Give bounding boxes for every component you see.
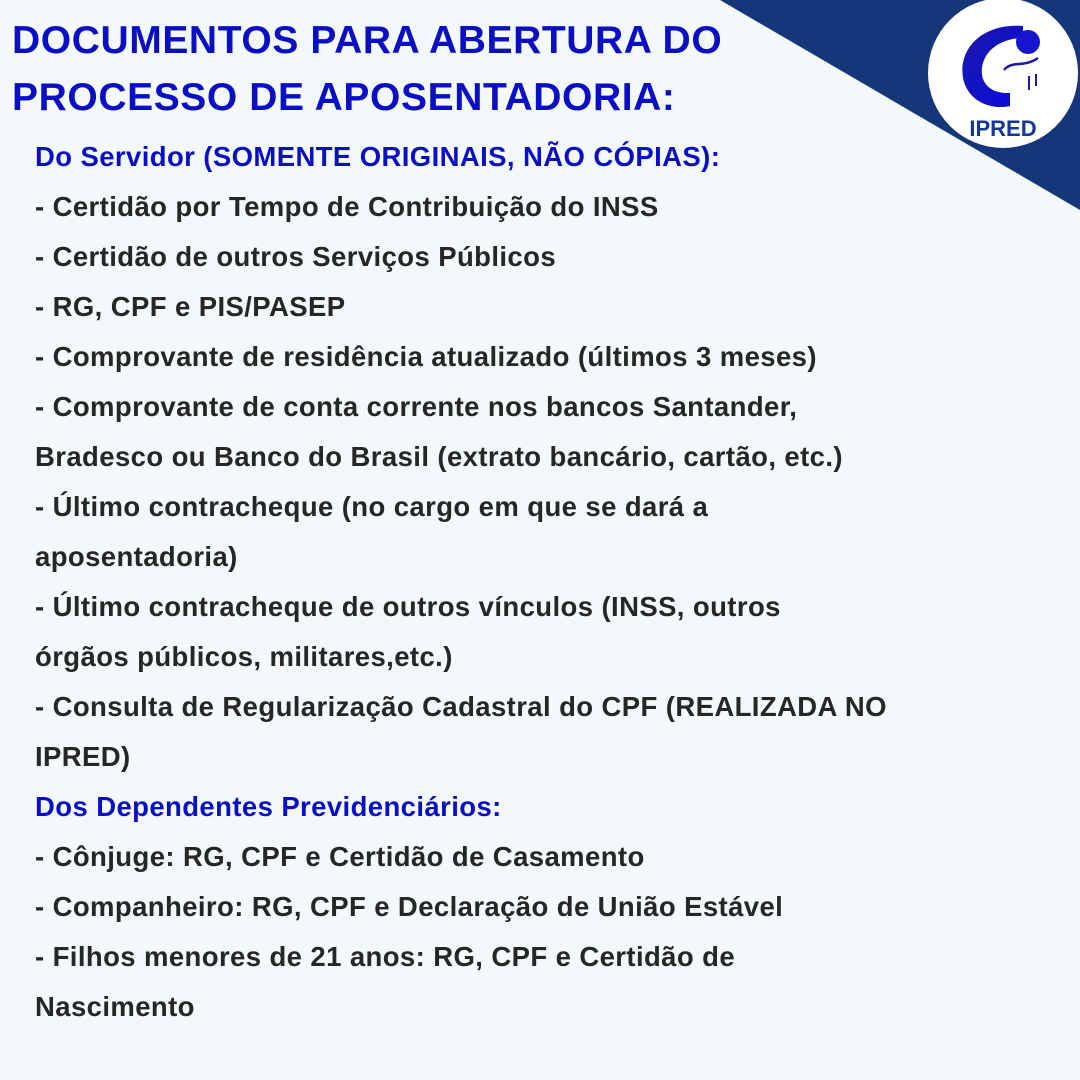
document-list: [35, 132, 887, 1032]
list-item: - Filhos menores de 21 anos: RG, CPF e Certidão de: [35, 941, 736, 972]
list-item: - Consulta de Regularização Cadastral do CPF (REALIZADA NO: [35, 691, 887, 722]
list-item: Bradesco ou Banco do Brasil (extrato bancário, cartão, etc.): [35, 441, 843, 472]
list-item: - RG, CPF e PIS/PASEP: [35, 291, 346, 322]
list-item: - Certidão de outros Serviços Públicos: [35, 241, 557, 272]
list-item: - Companheiro: RG, CPF e Declaração de União Estável: [35, 891, 784, 922]
section-heading: Dos Dependentes Previdenciários:: [35, 791, 502, 822]
list-item: - Comprovante de residência atualizado (últimos 3 meses): [35, 341, 817, 372]
page-title: [12, 12, 722, 126]
list-item: - Comprovante de conta corrente nos bancos Santander,: [35, 391, 798, 422]
list-item: - Último contracheque de outros vínculos (INSS, outros: [35, 591, 781, 622]
title-line: DOCUMENTOS PARA ABERTURA DO: [12, 19, 723, 62]
list-item: - Cônjuge: RG, CPF e Certidão de Casamento: [35, 841, 645, 872]
section-heading: Do Servidor (SOMENTE ORIGINAIS, NÃO CÓPIAS):: [35, 141, 721, 172]
title-line: PROCESSO DE APOSENTADORIA:: [12, 76, 676, 119]
list-item: Nascimento: [35, 991, 195, 1022]
list-item: órgãos públicos, militares,etc.): [35, 641, 453, 672]
ipred-logo: [928, 0, 1078, 148]
list-item: - Último contracheque (no cargo em que se dará a: [35, 491, 709, 522]
logo-text: IPRED: [969, 116, 1037, 141]
list-item: - Certidão por Tempo de Contribuição do INSS: [35, 191, 659, 222]
list-item: aposentadoria): [35, 541, 238, 572]
list-item: IPRED): [35, 741, 131, 772]
